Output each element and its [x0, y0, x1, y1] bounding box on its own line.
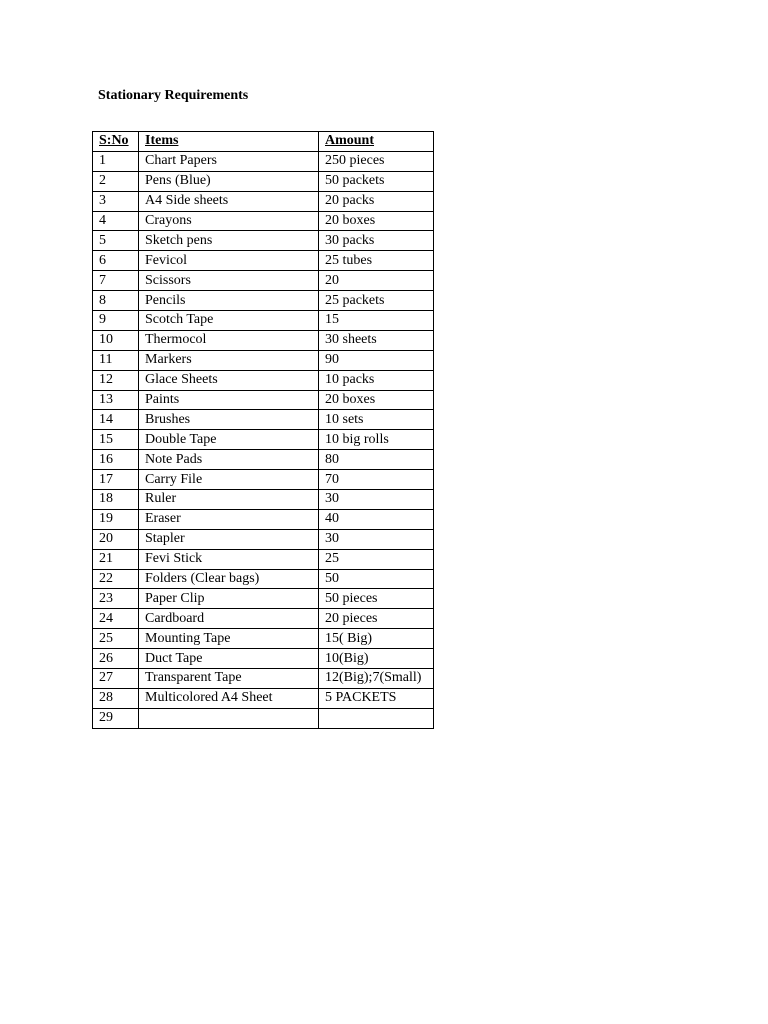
amount-cell: 50 pieces	[319, 589, 434, 609]
requirements-table	[92, 131, 434, 729]
amount-cell: 30 packs	[319, 231, 434, 251]
item-cell: Scotch Tape	[139, 311, 319, 331]
table-row	[93, 410, 434, 430]
amount-cell: 50 packets	[319, 171, 434, 191]
table-row	[93, 569, 434, 589]
header-amount: Amount	[319, 132, 434, 152]
sno-cell: 5	[93, 231, 139, 251]
table-row	[93, 470, 434, 490]
amount-cell: 25	[319, 549, 434, 569]
table-row	[93, 311, 434, 331]
amount-cell: 5 PACKETS	[319, 688, 434, 708]
item-cell: Paper Clip	[139, 589, 319, 609]
sno-cell: 1	[93, 151, 139, 171]
table-row	[93, 291, 434, 311]
table-row	[93, 609, 434, 629]
table-row	[93, 211, 434, 231]
amount-cell: 20 boxes	[319, 390, 434, 410]
amount-cell: 90	[319, 350, 434, 370]
sno-cell: 10	[93, 330, 139, 350]
sno-cell: 6	[93, 251, 139, 271]
table-row	[93, 589, 434, 609]
sno-cell: 21	[93, 549, 139, 569]
table-row	[93, 171, 434, 191]
amount-cell: 20 boxes	[319, 211, 434, 231]
amount-cell: 10 sets	[319, 410, 434, 430]
sno-cell: 11	[93, 350, 139, 370]
sno-cell: 20	[93, 529, 139, 549]
item-cell: Duct Tape	[139, 649, 319, 669]
sno-cell: 4	[93, 211, 139, 231]
amount-cell: 10(Big)	[319, 649, 434, 669]
item-cell: Chart Papers	[139, 151, 319, 171]
sno-cell: 27	[93, 669, 139, 689]
amount-cell: 10 big rolls	[319, 430, 434, 450]
sno-cell: 16	[93, 450, 139, 470]
sno-cell: 14	[93, 410, 139, 430]
item-cell: Pens (Blue)	[139, 171, 319, 191]
item-cell	[139, 708, 319, 728]
table-row	[93, 151, 434, 171]
table-row	[93, 390, 434, 410]
item-cell: Ruler	[139, 490, 319, 510]
sno-cell: 23	[93, 589, 139, 609]
amount-cell: 12(Big);7(Small)	[319, 669, 434, 689]
table-row	[93, 688, 434, 708]
table-row	[93, 191, 434, 211]
item-cell: Fevi Stick	[139, 549, 319, 569]
item-cell: Mounting Tape	[139, 629, 319, 649]
item-cell: Thermocol	[139, 330, 319, 350]
item-cell: Multicolored A4 Sheet	[139, 688, 319, 708]
item-cell: Note Pads	[139, 450, 319, 470]
item-cell: Sketch pens	[139, 231, 319, 251]
table-row	[93, 450, 434, 470]
table-body	[93, 151, 434, 728]
item-cell: Stapler	[139, 529, 319, 549]
amount-cell: 15	[319, 311, 434, 331]
sno-cell: 25	[93, 629, 139, 649]
table-row	[93, 509, 434, 529]
document-title: Stationary Requirements	[98, 88, 249, 103]
amount-cell: 30	[319, 490, 434, 510]
amount-cell: 20 packs	[319, 191, 434, 211]
item-cell: Folders (Clear bags)	[139, 569, 319, 589]
amount-cell: 30	[319, 529, 434, 549]
sno-cell: 19	[93, 509, 139, 529]
sno-cell: 18	[93, 490, 139, 510]
amount-cell: 70	[319, 470, 434, 490]
sno-cell: 28	[93, 688, 139, 708]
amount-cell: 25 packets	[319, 291, 434, 311]
table-header-row	[93, 132, 434, 152]
table-row	[93, 370, 434, 390]
table-row	[93, 669, 434, 689]
header-items: Items	[139, 132, 319, 152]
amount-cell: 15( Big)	[319, 629, 434, 649]
sno-cell: 17	[93, 470, 139, 490]
table-row	[93, 350, 434, 370]
item-cell: Double Tape	[139, 430, 319, 450]
table-row	[93, 231, 434, 251]
sno-cell: 13	[93, 390, 139, 410]
item-cell: Paints	[139, 390, 319, 410]
sno-cell: 26	[93, 649, 139, 669]
table-row	[93, 629, 434, 649]
table-row	[93, 330, 434, 350]
item-cell: Brushes	[139, 410, 319, 430]
item-cell: Crayons	[139, 211, 319, 231]
amount-cell: 10 packs	[319, 370, 434, 390]
sno-cell: 9	[93, 311, 139, 331]
amount-cell: 20	[319, 271, 434, 291]
amount-cell: 25 tubes	[319, 251, 434, 271]
amount-cell: 30 sheets	[319, 330, 434, 350]
header-sno: S:No	[93, 132, 139, 152]
item-cell: Carry File	[139, 470, 319, 490]
table-row	[93, 649, 434, 669]
sno-cell: 24	[93, 609, 139, 629]
sno-cell: 7	[93, 271, 139, 291]
amount-cell: 20 pieces	[319, 609, 434, 629]
item-cell: Cardboard	[139, 609, 319, 629]
item-cell: Fevicol	[139, 251, 319, 271]
item-cell: Glace Sheets	[139, 370, 319, 390]
item-cell: Markers	[139, 350, 319, 370]
table-row	[93, 271, 434, 291]
sno-cell: 22	[93, 569, 139, 589]
amount-cell: 40	[319, 509, 434, 529]
sno-cell: 29	[93, 708, 139, 728]
item-cell: A4 Side sheets	[139, 191, 319, 211]
item-cell: Scissors	[139, 271, 319, 291]
sno-cell: 15	[93, 430, 139, 450]
sno-cell: 2	[93, 171, 139, 191]
amount-cell: 250 pieces	[319, 151, 434, 171]
item-cell: Transparent Tape	[139, 669, 319, 689]
table-row	[93, 430, 434, 450]
sno-cell: 3	[93, 191, 139, 211]
table-row	[93, 549, 434, 569]
amount-cell: 50	[319, 569, 434, 589]
item-cell: Eraser	[139, 509, 319, 529]
table-row	[93, 529, 434, 549]
table-row	[93, 490, 434, 510]
amount-cell: 80	[319, 450, 434, 470]
sno-cell: 12	[93, 370, 139, 390]
amount-cell	[319, 708, 434, 728]
table-row	[93, 251, 434, 271]
item-cell: Pencils	[139, 291, 319, 311]
sno-cell: 8	[93, 291, 139, 311]
table-row	[93, 708, 434, 728]
